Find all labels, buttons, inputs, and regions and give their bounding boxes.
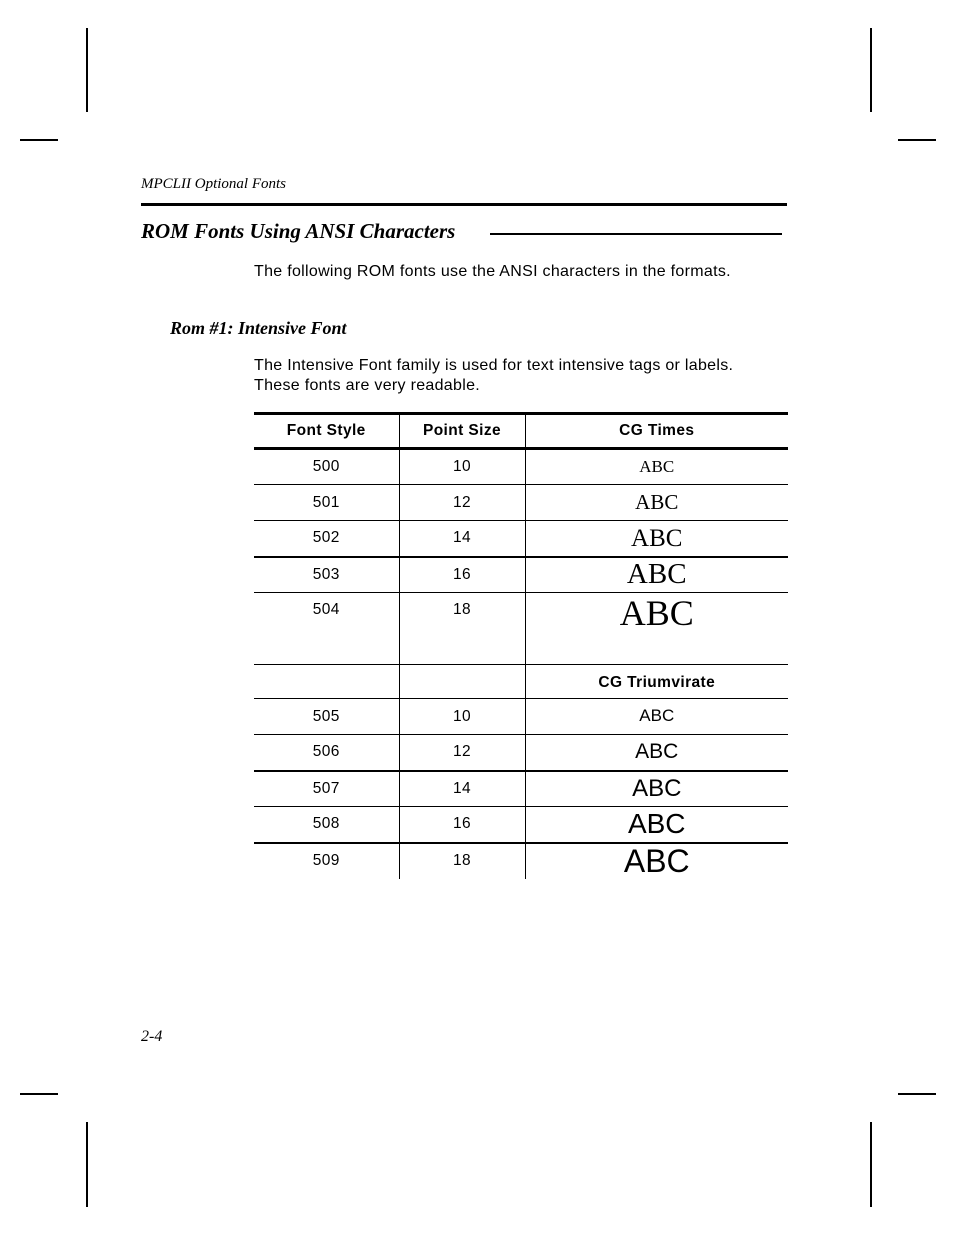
subsection-title: Rom #1: Intensive Font (170, 318, 347, 338)
font-sample-cell (525, 593, 788, 665)
table-row (254, 699, 788, 735)
font-sample-cg-triumvirate-16: ABC (627, 808, 686, 840)
font-sample-cell (525, 843, 788, 879)
crop-mark-top-left-vertical (86, 28, 88, 112)
subsection-paragraph: The Intensive Font family is used for text intensive tags or labels. These fonts are very readable. (254, 357, 734, 394)
table-row (254, 593, 788, 665)
point-size-cell: 16 (399, 557, 525, 593)
font-sample-cg-times-12: ABC (635, 489, 679, 514)
table-row (254, 807, 788, 843)
crop-mark-bottom-right-horizontal (898, 1093, 936, 1095)
font-sample-cg-triumvirate-14: ABC (632, 774, 682, 802)
font-sample-cell (525, 699, 788, 735)
font-table (254, 412, 788, 879)
table-header-row (254, 414, 788, 449)
point-size-cell: 12 (399, 485, 525, 521)
font-sample-cg-triumvirate-10: ABC (639, 706, 675, 725)
crop-mark-top-left-horizontal (20, 139, 58, 141)
crop-mark-bottom-right-vertical (870, 1122, 872, 1207)
point-size-cell: 10 (399, 699, 525, 735)
crop-mark-top-right-horizontal (898, 139, 936, 141)
table-row (254, 735, 788, 771)
font-sample-cell (525, 771, 788, 807)
empty-cell (399, 665, 525, 699)
font-sample-cell (525, 735, 788, 771)
column-header-cg-triumvirate: CG Triumvirate (525, 665, 788, 699)
empty-cell (254, 665, 399, 699)
font-sample-cg-times-18: ABC (619, 593, 694, 633)
running-header: MPCLII Optional Fonts (141, 176, 286, 192)
table-row (254, 771, 788, 807)
column-header-cg-times: CG Times (525, 414, 788, 449)
table-row (254, 557, 788, 593)
crop-mark-bottom-left-horizontal (20, 1093, 58, 1095)
font-style-cell: 509 (312, 852, 340, 869)
font-style-cell: 500 (312, 458, 340, 475)
point-size-cell: 10 (399, 449, 525, 485)
page-number: 2-4 (141, 1028, 163, 1045)
table-row (254, 449, 788, 485)
point-size-cell: 16 (399, 807, 525, 843)
font-style-cell: 505 (312, 707, 340, 725)
point-size-cell: 18 (399, 843, 525, 879)
font-style-cell: 503 (312, 565, 340, 583)
point-size-cell: 12 (399, 735, 525, 771)
font-sample-cell (525, 807, 788, 843)
table-row (254, 485, 788, 521)
font-sample-cg-times-10: ABC (639, 456, 675, 476)
font-style-cell: 504 (312, 601, 340, 618)
point-size-cell: 18 (399, 593, 525, 665)
font-style-cell: 502 (312, 529, 340, 547)
font-sample-cg-triumvirate-12: ABC (635, 740, 679, 764)
font-style-cell: 508 (312, 815, 340, 833)
column-header-point-size: Point Size (399, 414, 525, 449)
point-size-cell: 14 (399, 771, 525, 807)
crop-mark-top-right-vertical (870, 28, 872, 112)
table-row (254, 521, 788, 557)
font-sample-cell (525, 449, 788, 485)
crop-mark-bottom-left-vertical (86, 1122, 88, 1207)
font-style-cell: 507 (312, 779, 340, 797)
font-sample-cell (525, 521, 788, 557)
font-style-cell: 501 (312, 493, 340, 511)
section-title: ROM Fonts Using ANSI Characters (141, 219, 456, 243)
section-title-rule (490, 233, 782, 235)
intro-paragraph: The following ROM fonts use the ANSI characters in the formats. (254, 263, 731, 280)
table-row (254, 843, 788, 879)
font-sample-cg-times-16: ABC (626, 558, 687, 591)
header-rule (141, 203, 787, 206)
font-sample-cg-times-14: ABC (631, 524, 683, 552)
font-sample-cell (525, 557, 788, 593)
column-header-font-style: Font Style (286, 422, 366, 439)
font-sample-cell (525, 485, 788, 521)
table-subheader-row (254, 665, 788, 699)
point-size-cell: 14 (399, 521, 525, 557)
font-sample-cg-triumvirate-18: ABC (623, 843, 690, 879)
font-style-cell: 506 (312, 743, 340, 761)
